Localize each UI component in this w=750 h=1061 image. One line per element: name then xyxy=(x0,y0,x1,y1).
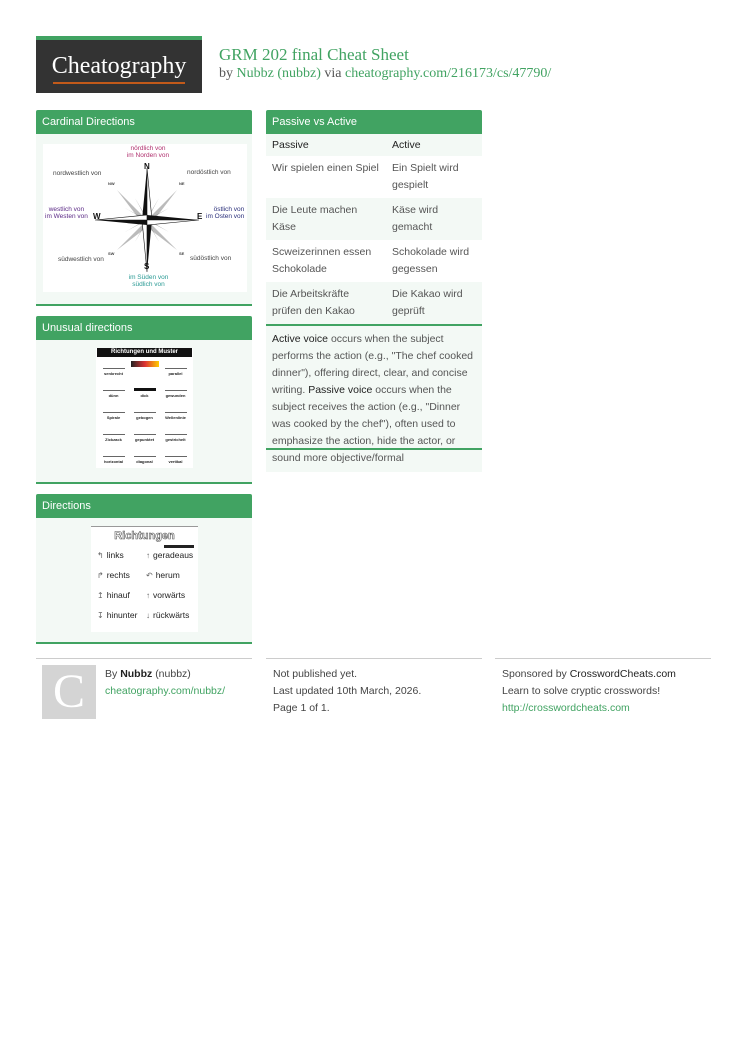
pattern-item xyxy=(160,448,191,466)
page-count: Page 1 of 1. xyxy=(273,702,330,714)
pattern-item xyxy=(160,360,191,378)
author-name[interactable]: Nubbz xyxy=(120,668,153,680)
pattern-glyph-icon xyxy=(134,405,156,413)
direction-arrow-icon: ↑ xyxy=(146,551,150,560)
pattern-label: senkrecht xyxy=(104,371,123,376)
direction-word: rückwärts xyxy=(153,610,190,620)
pattern-glyph-icon xyxy=(103,361,125,369)
sponsor-link[interactable]: http://crosswordcheats.com xyxy=(502,702,630,714)
letter-ne: NE xyxy=(179,181,185,186)
pattern-label: vertikal xyxy=(168,459,183,464)
section-cardinal-directions xyxy=(36,110,252,306)
pattern-label: dünn xyxy=(108,393,119,398)
ne-label: nordöstlich von xyxy=(187,169,231,176)
page-title: GRM 202 final Cheat Sheet xyxy=(219,45,409,64)
direction-arrow-icon: ↥ xyxy=(97,591,104,600)
pattern-glyph-icon xyxy=(134,449,156,457)
direction-word: links xyxy=(106,550,124,560)
section-title: Unusual directions xyxy=(36,316,252,340)
pattern-glyph-icon xyxy=(131,361,159,367)
passive-voice-text: occurs when the subject receives the action (e.g., "Dinner was cooked by the chef"), often used to emphasize the action, hide the actor, or sound more objective/formal xyxy=(272,384,461,464)
sheet-url-link[interactable]: cheatography.com/216173/cs/47790/ xyxy=(344,66,552,81)
sponsor-line: Sponsored by CrosswordCheats.com xyxy=(502,668,676,680)
pattern-label: Wellenlinie xyxy=(165,415,186,420)
author-link[interactable]: Nubbz (nubbz) xyxy=(236,66,321,81)
direction-word: rechts xyxy=(106,570,130,580)
pattern-glyph-icon xyxy=(165,361,187,369)
pattern-label: Spirale xyxy=(106,415,121,420)
compass-rose-image xyxy=(43,144,247,292)
direction-word: geradeaus xyxy=(153,550,194,560)
direction-word: hinauf xyxy=(106,590,130,600)
pattern-item xyxy=(160,426,191,444)
table-row xyxy=(266,198,482,240)
author-avatar[interactable]: C xyxy=(42,665,96,719)
direction-arrow-icon: ↰ xyxy=(97,551,104,560)
section-divider xyxy=(266,448,482,450)
pattern-item xyxy=(129,426,160,444)
pattern-label: gewunden xyxy=(165,393,186,398)
direction-arrow-icon: ↶ xyxy=(146,571,153,580)
patterns-heading: Richtungen und Muster xyxy=(97,348,192,357)
footer-sponsor xyxy=(502,666,676,717)
passive-cell: Die Leute machen Käse xyxy=(266,198,386,240)
section-divider xyxy=(36,304,252,306)
pattern-label: horizontal xyxy=(103,459,124,464)
nw-label: nordwestlich von xyxy=(53,170,102,177)
active-voice-term: Active voice xyxy=(272,333,329,345)
pattern-label: Zickzack xyxy=(105,437,122,442)
direction-arrow-icon: ↑ xyxy=(146,591,150,600)
footer-publish-info xyxy=(273,666,421,717)
footer-divider xyxy=(266,658,482,659)
cheatography-logo[interactable] xyxy=(36,36,202,93)
pattern-item xyxy=(98,448,129,466)
pattern-glyph-icon xyxy=(103,427,125,435)
east-label: östlich von im Osten von xyxy=(206,206,245,220)
patterns-grid xyxy=(96,357,193,466)
pattern-item xyxy=(98,360,129,378)
passive-active-table xyxy=(266,134,482,324)
pattern-label: dick xyxy=(140,393,149,398)
directions-list xyxy=(91,542,198,627)
section-divider xyxy=(36,642,252,644)
author-profile-link[interactable]: cheatography.com/nubbz/ xyxy=(105,685,226,697)
pattern-glyph-icon xyxy=(103,405,125,413)
pattern-label: parallel xyxy=(168,371,183,376)
letter-w: W xyxy=(93,212,101,221)
passive-cell: Wir spielen einen Spiel xyxy=(266,156,386,198)
footer-divider xyxy=(495,658,711,659)
sw-label: südwestlich von xyxy=(58,256,104,263)
table-row xyxy=(266,156,482,198)
author-line: By Nubbz (nubbz) xyxy=(105,668,191,680)
direction-item xyxy=(97,590,146,607)
column-header-passive: Passive xyxy=(266,134,386,156)
section-title: Cardinal Directions xyxy=(36,110,252,134)
by-prefix: by xyxy=(219,66,233,81)
sponsor-tagline: Learn to solve cryptic crosswords! xyxy=(502,685,661,697)
active-cell: Ein Spielt wird gespielt xyxy=(386,156,482,198)
direction-item xyxy=(97,570,146,587)
pattern-item xyxy=(98,404,129,422)
directions-image xyxy=(91,526,198,632)
direction-word: vorwärts xyxy=(153,590,186,600)
footer-author xyxy=(105,666,225,700)
letter-n: N xyxy=(144,162,150,171)
active-cell: Schokolade wird gegessen xyxy=(386,240,482,282)
letter-e: E xyxy=(197,212,203,221)
pattern-glyph-icon xyxy=(165,383,187,391)
letter-nw: NW xyxy=(108,181,115,186)
logo-underline xyxy=(53,82,185,84)
directions-heading: Richtungen xyxy=(114,530,175,542)
active-voice-text: occurs when the subject performs the action (e.g., "The chef cooked dinner"), offering direct, clear, and concise writing. xyxy=(272,333,473,396)
pattern-label: diagonal xyxy=(136,459,153,464)
letter-se: SE xyxy=(179,251,185,256)
direction-arrow-icon: ↱ xyxy=(97,571,104,580)
pattern-glyph-icon xyxy=(103,449,125,457)
pattern-item xyxy=(98,426,129,444)
pattern-item xyxy=(160,382,191,400)
direction-item xyxy=(146,610,195,627)
pattern-glyph-icon xyxy=(103,383,125,391)
byline xyxy=(219,66,551,82)
active-cell: Die Kakao wird geprüft xyxy=(386,282,482,324)
pattern-item xyxy=(129,382,160,400)
pattern-item xyxy=(129,360,160,378)
sponsor-name[interactable]: CrosswordCheats.com xyxy=(569,668,676,680)
section-title: Passive vs Active xyxy=(266,110,482,134)
footer-divider xyxy=(36,658,252,659)
published-status: Not published yet. xyxy=(273,668,358,680)
direction-item xyxy=(97,610,146,627)
pattern-label: gepunktet xyxy=(134,437,155,442)
via-text: via xyxy=(324,66,342,81)
active-cell: Käse wird gemacht xyxy=(386,198,482,240)
passive-voice-term: Passive voice xyxy=(308,384,373,396)
direction-word: hinunter xyxy=(106,610,138,620)
direction-word: herum xyxy=(155,570,180,580)
direction-item xyxy=(146,590,195,607)
author-handle: (nubbz) xyxy=(155,668,191,680)
north-label: nördlich von im Norden von xyxy=(126,145,170,159)
direction-arrow-icon: ↓ xyxy=(146,611,150,620)
pattern-glyph-icon xyxy=(165,427,187,435)
section-directions xyxy=(36,494,252,644)
last-updated: Last updated 10th March, 2026. xyxy=(273,685,422,697)
direction-item xyxy=(146,550,195,567)
pattern-label: gebogen xyxy=(136,415,153,420)
pattern-item xyxy=(129,404,160,422)
section-passive-vs-active xyxy=(266,110,482,464)
directions-flag-icon xyxy=(164,545,194,548)
passive-cell: Scweizerinnen essen Schokolade xyxy=(266,240,386,282)
pattern-item xyxy=(98,382,129,400)
column-header-active: Active xyxy=(386,134,482,156)
table-header-row xyxy=(266,134,482,156)
west-label: westlich von im Westen von xyxy=(45,206,88,220)
direction-item xyxy=(146,570,195,587)
pattern-glyph-icon xyxy=(165,449,187,457)
letter-s: S xyxy=(144,262,150,271)
pattern-item xyxy=(160,404,191,422)
pattern-glyph-icon xyxy=(165,405,187,413)
table-row xyxy=(266,240,482,282)
passive-cell: Die Arbeitskräfte prüfen den Kakao xyxy=(266,282,386,324)
pattern-glyph-icon xyxy=(134,427,156,435)
section-unusual-directions xyxy=(36,316,252,484)
patterns-image xyxy=(96,348,193,468)
section-divider xyxy=(36,482,252,484)
se-label: südöstlich von xyxy=(190,255,232,262)
direction-arrow-icon: ↧ xyxy=(97,611,104,620)
table-row xyxy=(266,282,482,324)
south-label: im Süden von südlich von xyxy=(128,274,169,288)
letter-sw: SW xyxy=(108,251,115,256)
pattern-label: gestrichelt xyxy=(165,437,186,442)
logo-text: Cheatography xyxy=(51,53,187,79)
pattern-item xyxy=(129,448,160,466)
section-title: Directions xyxy=(36,494,252,518)
pattern-glyph-icon xyxy=(134,383,156,391)
direction-item xyxy=(97,550,146,567)
